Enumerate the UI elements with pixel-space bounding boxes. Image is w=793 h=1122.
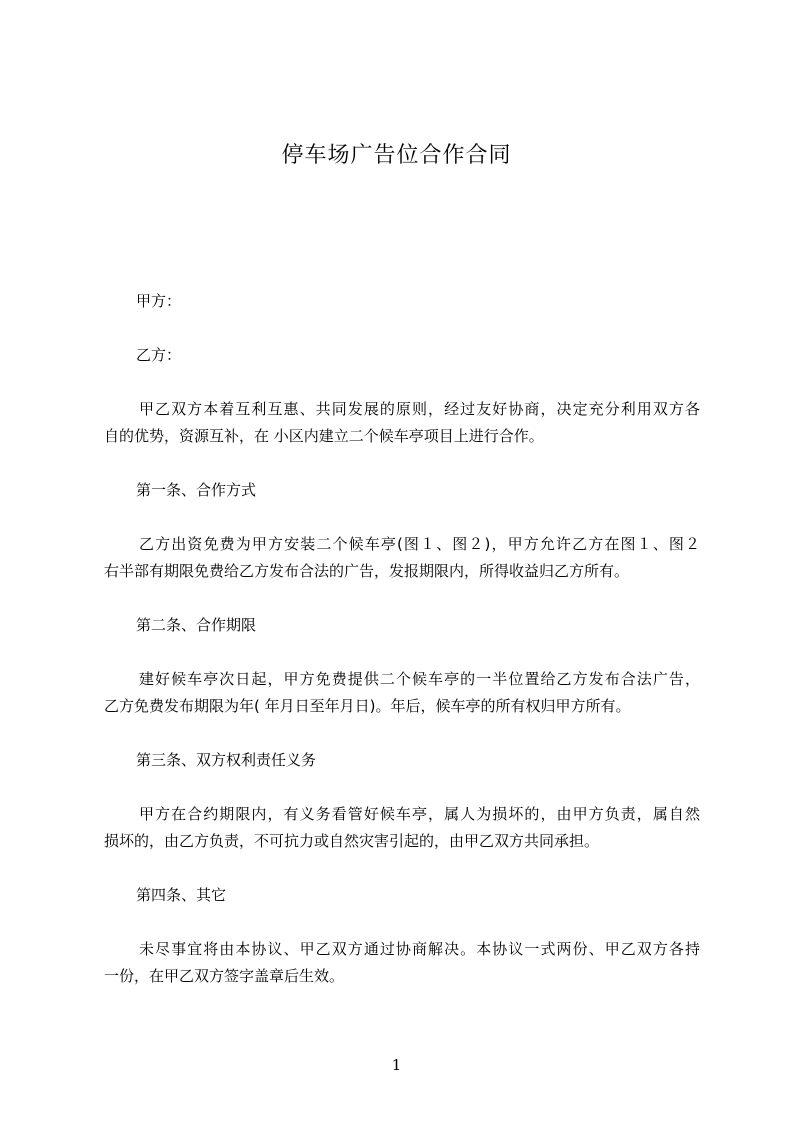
article-3-line-2: 损坏的，由乙方负责，不可抗力或自然灾害引起的，由甲乙双方共同承担。 <box>104 832 600 850</box>
page-number: 1 <box>391 1056 402 1074</box>
party-b-label: 乙方： <box>136 346 182 364</box>
article-2-line-2: 乙方免费发布期限为年( 年月日至年月日)。年后，候车亭的所有权归甲方所有。 <box>104 697 631 715</box>
article-3-heading: 第三条、双方权利责任义务 <box>136 751 317 769</box>
article-3-line-1: 甲方在合约期限内，有义务看管好候车亭，属人为损坏的，由甲方负责，属自然 <box>139 805 700 823</box>
article-4-line-2: 一份，在甲乙双方签字盖章后生效。 <box>104 967 345 985</box>
party-a-label: 甲方： <box>136 292 182 310</box>
article-1-line-2: 右半部有期限免费给乙方发布合法的广告，发报期限内，所得收益归乙方所有。 <box>104 562 630 580</box>
document-title: 停车场广告位合作合同 <box>281 143 512 168</box>
intro-line-2: 自的优势，资源互补，在 小区内建立二个候车亭项目上进行合作。 <box>104 427 544 445</box>
article-2-line-1: 建好候车亭次日起，甲方免费提供二个候车亭的一半位置给乙方发布合法广告， <box>139 670 700 688</box>
intro-line-1: 甲乙双方本着互利互惠、共同发展的原则，经过友好协商，决定充分利用双方各 <box>139 400 700 418</box>
article-1-line-1: 乙方出资免费为甲方安装二个候车亭(图１、图２)，甲方允许乙方在图１、图２ <box>139 535 700 553</box>
article-4-line-1: 未尽事宜将由本协议、甲乙双方通过协商解决。本协议一式两份、甲乙双方各持 <box>139 940 700 958</box>
article-1-heading: 第一条、合作方式 <box>136 481 257 499</box>
article-2-heading: 第二条、合作期限 <box>136 616 257 634</box>
article-4-heading: 第四条、其它 <box>136 886 227 904</box>
